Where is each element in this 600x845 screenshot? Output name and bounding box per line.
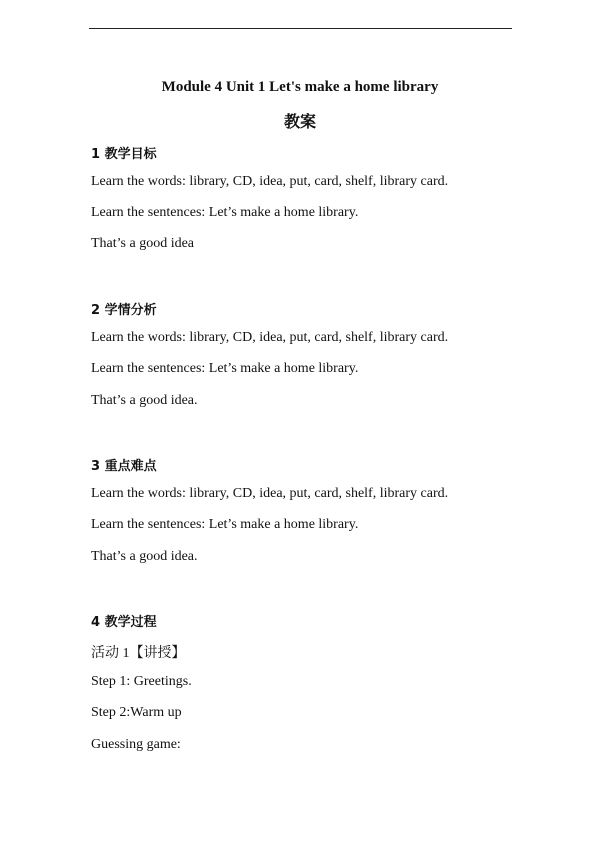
section-line: Learn the sentences: Let’s make a home library. <box>91 361 359 376</box>
header-rule <box>89 28 512 29</box>
section-line: Learn the sentences: Let’s make a home library. <box>91 205 359 220</box>
section-line: That’s a good idea <box>91 236 195 251</box>
section-heading: 3 重点难点 <box>91 459 157 474</box>
document-title: Module 4 Unit 1 Let's make a home library <box>161 79 439 95</box>
section-heading: 2 学情分析 <box>91 303 157 318</box>
section-line: Learn the words: library, CD, idea, put, card, shelf, library card. <box>91 330 449 345</box>
document-subtitle: 教案 <box>283 112 316 131</box>
section-line: That’s a good idea. <box>91 393 198 408</box>
section-line: 活动 1【讲授】 <box>91 646 186 661</box>
section-line: Guessing game: <box>91 737 181 752</box>
section-line: Learn the words: library, CD, idea, put, card, shelf, library card. <box>91 486 449 501</box>
section-line: Step 1: Greetings. <box>91 674 192 689</box>
section-heading: 4 教学过程 <box>91 615 157 630</box>
section-line: Step 2:Warm up <box>91 705 182 720</box>
section-line: Learn the words: library, CD, idea, put, card, shelf, library card. <box>91 174 449 189</box>
section-line: Learn the sentences: Let’s make a home library. <box>91 517 359 532</box>
section-heading: 1 教学目标 <box>91 147 157 162</box>
section-line: That’s a good idea. <box>91 549 198 564</box>
